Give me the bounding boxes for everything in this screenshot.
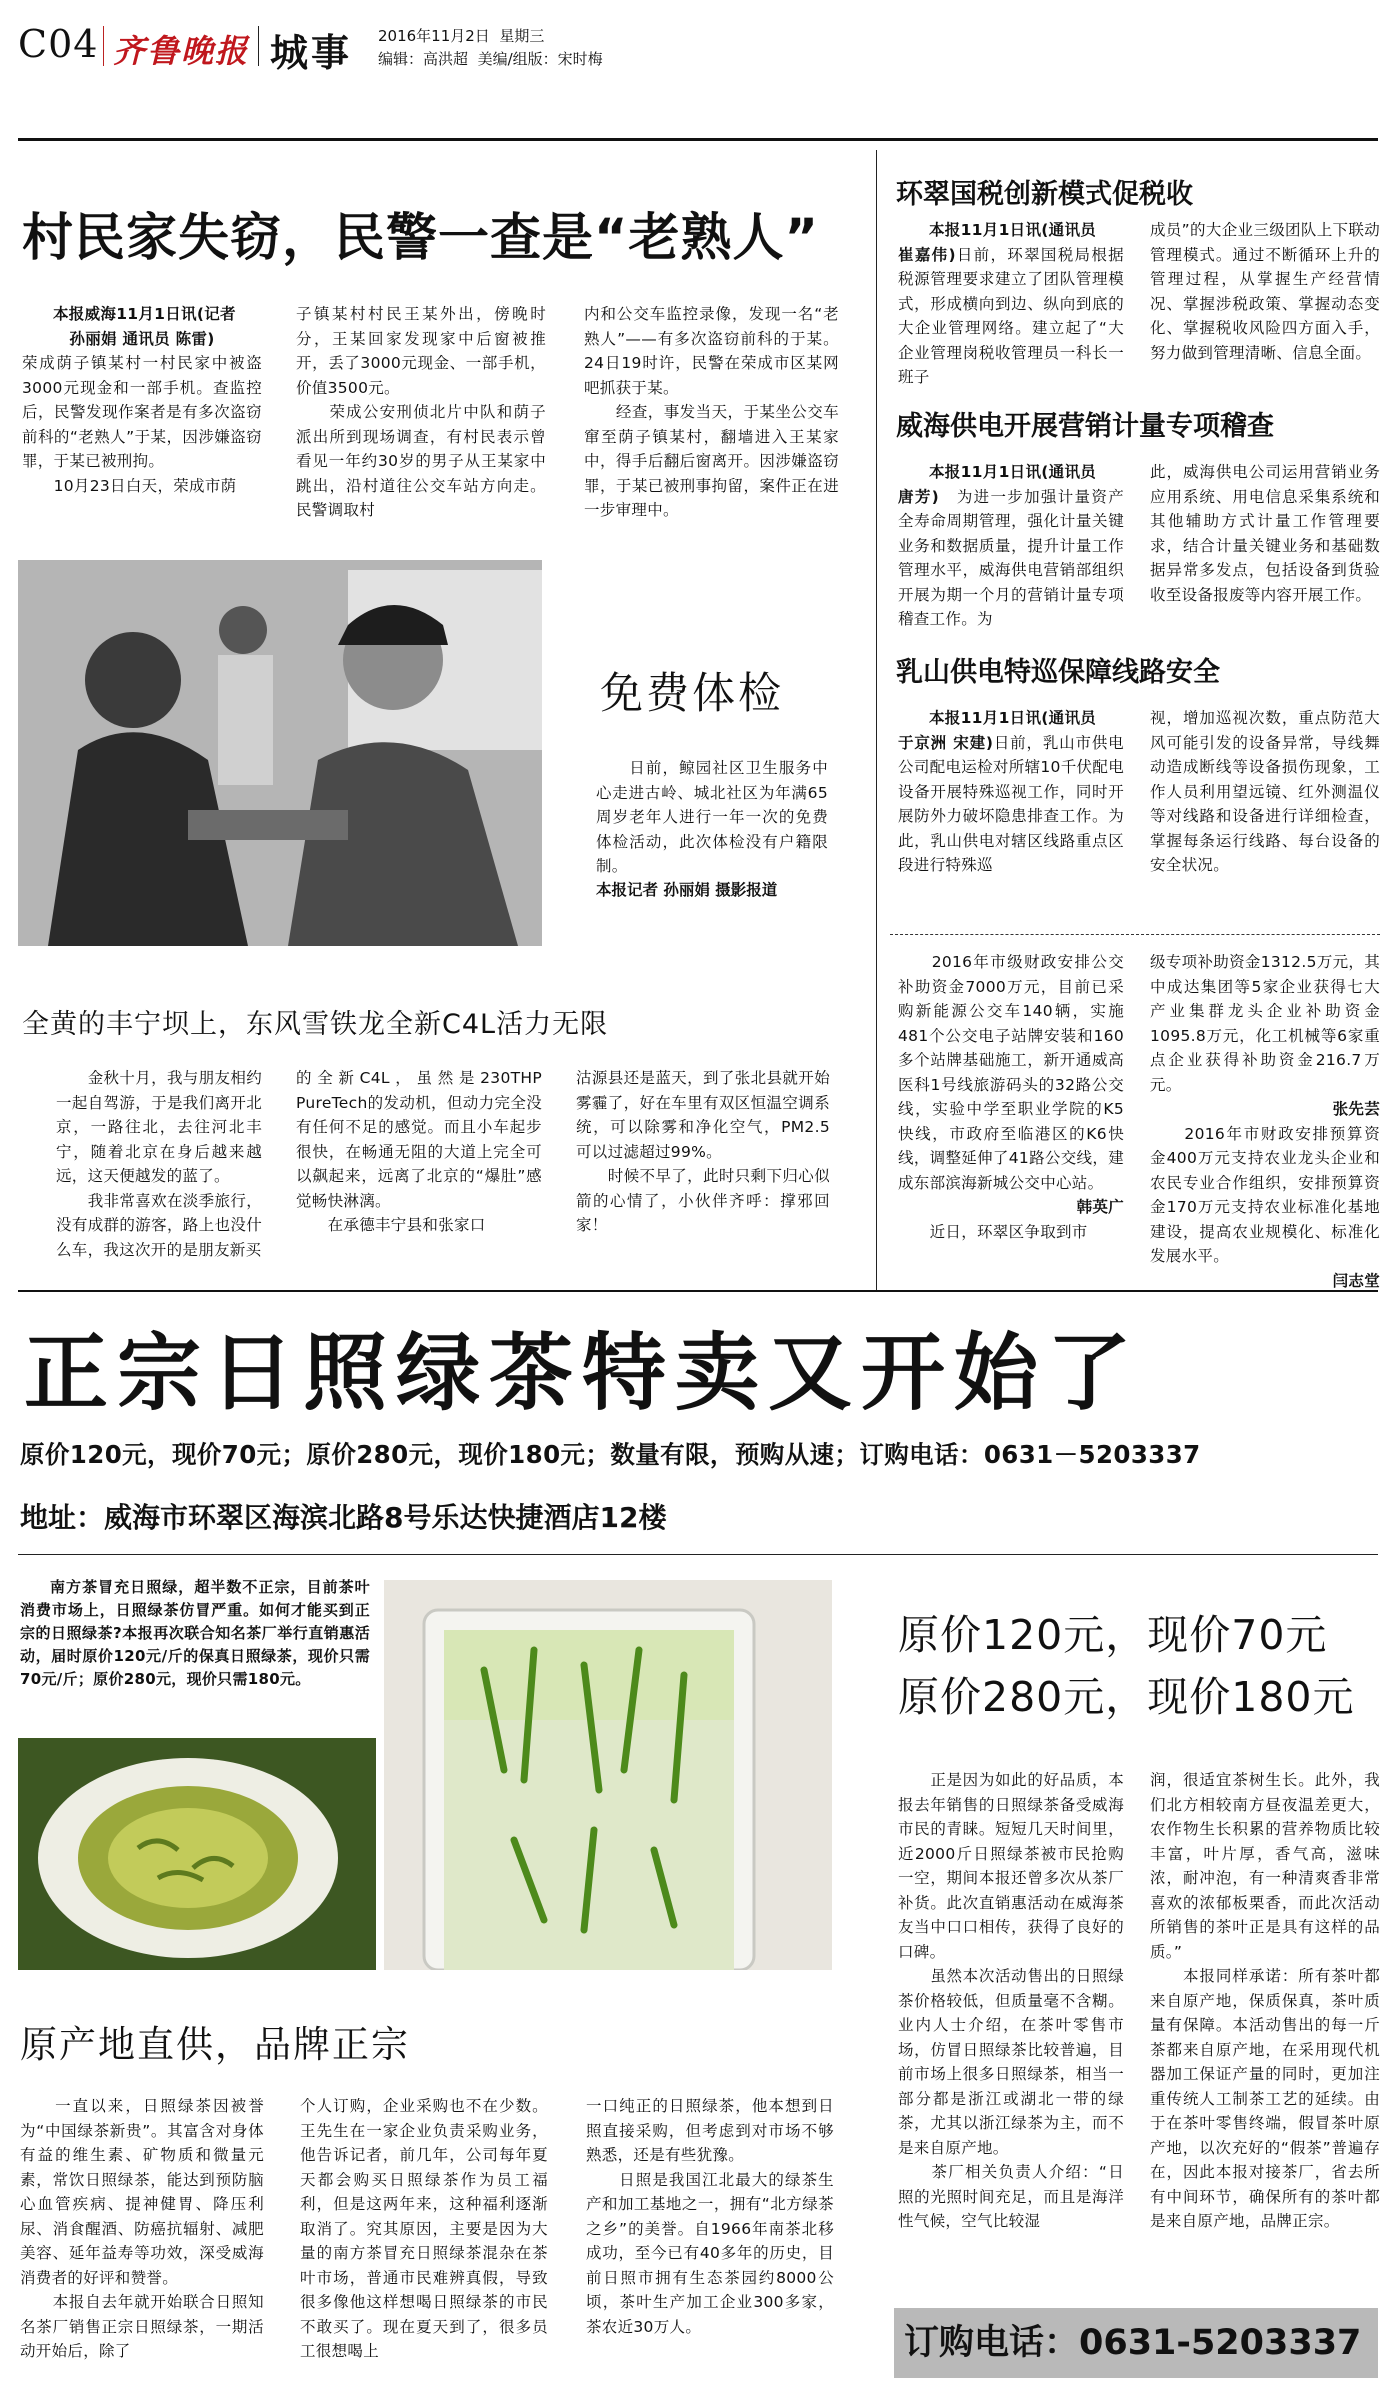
article-column: [898, 706, 1124, 878]
byline: 孙丽娟 通讯员 陈雷): [69, 329, 215, 348]
article-column: [1150, 950, 1380, 1293]
health-check-photo: [18, 560, 542, 946]
dateline: 本报11月1日讯(通讯员: [929, 709, 1097, 727]
dateline: 本报11月1日讯(通讯员: [929, 221, 1097, 239]
tea-cup-photo: [18, 1738, 376, 1970]
masthead-divider: [103, 26, 104, 66]
ad-article-column: 一口纯正的日照绿茶，他本想到日照直接采购，但考虑到对市场不够熟悉，还是有些犹豫。 日照是我国江北最大的绿茶生产和加工基地之一，拥有“北方绿茶之乡”的美誉。自1966年南茶北移成功，至今已有40多年的历史，目前日照市拥有生态茶园约8000公顷，茶叶生产加工企业300多家，茶农近30万人。: [586, 2097, 834, 2336]
brief-signature: 张先芸: [1332, 1100, 1380, 1118]
article-headline: 乳山供电特巡保障线路安全: [896, 657, 1220, 688]
article-headline: 全黄的丰宁坝上，东风雪铁龙全新C4L活力无限: [22, 1009, 609, 1040]
article-text: 为进一步加强计量资产全寿命周期管理，强化计量关键业务和数据质量，提升计量工作管理水平，威海供电营销部组织开展为期一个月的营销计量专项稽查工作。为: [898, 487, 1124, 628]
article-text: 日前，乳山市供电公司配电运检对所辖10千伏配电设备开展特殊巡视工作，同时开展防外力破坏隐患排查工作。为此，乳山供电对辖区线路重点区段进行特殊巡: [898, 733, 1124, 874]
ad-address-rule: [18, 1554, 1378, 1555]
article-headline: 威海供电开展营销计量专项稽查: [896, 411, 1274, 442]
brief-signature: 闫志堂: [1332, 1271, 1380, 1290]
ad-article-column: 一直以来，日照绿茶因被誉为“中国绿茶新贵”。其富含对身体有益的维生素、矿物质和微量元素，常饮日照绿茶，能达到预防脑心血管疾病、提神健胃、降压利尿、消食醒酒、防癌抗辐射、减肥美容、延年益寿等功效，深受威海消费者的好评和赞誉。 本报自去年就开始联合日照知名茶厂销售正宗日照绿茶，一期活动开始后，除了: [20, 2097, 264, 2360]
ad-intro: 南方茶冒充日照绿，超半数不正宗，目前茶叶消费市场上，日照绿茶仿冒严重。如何才能买到正宗的日照绿茶?本报再次联合知名茶厂举行直销惠活动，届时原价120元/斤的保真日照绿茶，现价只需70元/斤；原价280元，现价只需180元。: [20, 1578, 370, 1688]
column-rule: [876, 150, 877, 1290]
editor-text: 编辑：高洪超: [378, 50, 469, 68]
masthead-rule: [18, 138, 1378, 141]
ad-subheadline: 原产地直供，品牌正宗: [20, 2023, 410, 2066]
design-text: 美编/组版：宋时梅: [477, 50, 603, 68]
ad-price-banner: 原价280元，现价180元: [898, 1673, 1355, 1721]
article-headline: 环翠国税创新模式促税收: [896, 179, 1193, 210]
ad-price-line: 原价120元，现价70元；原价280元，现价180元；数量有限，预购从速；订购电话：0631－5203337: [20, 1440, 1201, 1469]
tea-glass-photo: [384, 1580, 832, 1970]
ad-address: 地址：威海市环翠区海滨北路8号乐达快捷酒店12楼: [20, 1501, 667, 1534]
date-text: 2016年11月2日: [378, 27, 490, 45]
article-column: 沽源县还是蓝天，到了张北县就开始雾霾了，好在车里有双区恒温空调系统，可以除雾和净化空气，PM2.5可以过滤超过99%。 时候不早了，此时只剩下归心似箭的心情了，小伙伴齐呼：撑邪回家！: [576, 1069, 830, 1234]
ad-top-rule: [18, 1290, 1378, 1292]
issue-date: [378, 25, 544, 46]
ad-article-column: 润，很适宜茶树生长。此外，我们北方相较南方昼夜温差更大，农作物生长积累的营养物质比较丰富，叶片厚，香气高，滋味浓，耐冲泡，有一种清爽香非常喜欢的浓郁板栗香，而此次活动所销售的茶叶正是具有这样的品质。” 本报同样承诺：所有茶叶都来自原产地，保质保真，茶叶质量有保障。本活动售出的每一斤茶都来自原产地，在采用现代机器加工保证产量的同时，更加注重传统人工制茶工艺的延续。由于在茶叶零售终端，假冒茶叶原产地，以次充好的“假茶”普遍存在，因此本报对接茶厂，省去所有中间环节，确保所有的茶叶都是来自原产地，品牌正宗。: [1150, 1771, 1380, 2230]
dateline: 本报11月1日讯(通讯员: [929, 463, 1097, 481]
brief-signature: 韩英广: [1076, 1198, 1124, 1216]
byline: 于京洲 宋建): [898, 733, 994, 752]
article-column: 视，增加巡视次数，重点防范大风可能引发的设备异常，导线舞动造成断线等设备损伤现象，工作人员利用望远镜、红外测温仪等对线路和设备进行详细检查，掌握每条运行线路、每台设备的安全状况。: [1150, 709, 1380, 874]
article-text: 2016年市财政安排预算资金400万元支持农业龙头企业和农民专业合作组织，安排预算资金170万元支持农业标准化基地建设，提高农业规模化、标准化发展水平。: [1150, 1124, 1380, 1265]
article-text: 2016年市级财政安排公交补助资金7000万元，目前已采购新能源公交车140辆，实施481个公交电子站牌安装和160多个站牌基础施工，新开通威高医科1号线旅游码头的32路公交线，实验中学至职业学院的K5快线，市政府至临港区的K6快线，调整延伸了41路公交线，建成东部滨海新城公交中心站。: [898, 953, 1124, 1192]
photo-caption: 日前，鲸园社区卫生服务中心走进古岭、城北社区为年满65周岁老年人进行一年一次的免费体检活动，此次体检没有户籍限制。: [596, 759, 828, 875]
byline: 崔嘉伟): [898, 245, 956, 264]
section-rule: [890, 934, 1380, 935]
article-text: 近日，环翠区争取到市: [898, 1222, 1088, 1241]
ad-headline: 正宗日照绿茶特卖又开始了: [24, 1324, 1141, 1422]
photo-credit: 本报记者 孙丽娟 摄影报道: [596, 881, 778, 899]
order-phone-bar: 订购电话：0631-5203337: [894, 2308, 1378, 2378]
photo-illustration: [18, 560, 542, 946]
weekday-text: 星期三: [499, 27, 545, 45]
article-column: 金秋十月，我与朋友相约一起自驾游，于是我们离开北京，一路往北，去往河北丰宁，随着北京在身后越来越远，这天便越发的蓝了。 我非常喜欢在淡季旅行，没有成群的游客，路上也没什么车，我这次开的是朋友新买: [56, 1069, 262, 1259]
article-column: [898, 460, 1124, 632]
article-column: 成员”的大企业三级团队上下联动管理模式。通过不断循环上升的管理过程，从掌握生产经营情况、掌握涉税政策、掌握动态变化、掌握税收风险四方面入手，努力做到管理清晰、信息全面。: [1150, 221, 1380, 362]
ad-article-column: 正是因为如此的好品质，本报去年销售的日照绿茶备受威海市民的青睐。短短几天时间里，近2000斤日照绿茶被市民抢购一空，期间本报还曾多次从茶厂补货。此次直销惠活动在威海茶友当中口口相传，获得了良好的口碑。 虽然本次活动售出的日照绿茶价格较低，但质量毫不含糊。业内人士介绍，在茶叶零售市场，仿冒日照绿茶比较普遍，目前市场上很多日照绿茶，相当一部分都是浙江或湖北一带的绿茶，尤其以浙江绿茶为主，而不是来自原产地。 茶厂相关负责人介绍：“日照的光照时间充足，而且是海洋性气候，空气比较湿: [898, 1771, 1124, 2230]
article-column: [898, 218, 1124, 390]
article-column: [898, 950, 1124, 1244]
article-column: 子镇某村村民王某外出，傍晚时分，王某回家发现家中后窗被推开，丢了3000元现金、一部手机，价值3500元。 荣成公安刑侦北片中队和荫子派出所到现场调查，有村民表示曾看见一年约30岁的男子从王某家中跳出，沿村道往公交车站方向走。民警调取村: [296, 305, 546, 519]
article-column: 此，威海供电公司运用营销业务应用系统、用电信息采集系统和其他辅助方式计量工作管理要求，结合计量关键业务和基础数据异常多发点，包括设备到货验收至设备报废等内容开展工作。: [1150, 463, 1380, 604]
section-name: 城事: [270, 31, 353, 75]
editor-info: [378, 48, 603, 69]
article-text: 日前，环翠国税局根据税源管理要求建立了团队管理模式，形成横向到边、纵向到底的大企业管理网络。建立起了“大企业管理岗税收管理员一科长一班子: [898, 245, 1124, 386]
article-column: 内和公交车监控录像，发现一名“老熟人”——有多次盗窃前科的于某。24日19时许，民警在荣成市区某网吧抓获于某。 经查，事发当天，于某坐公交车窜至荫子镇某村，翻墙进入王某家中，得手后翻后窗离开。因涉嫌盗窃罪，于某已被刑事拘留，案件正在进一步审理中。: [584, 305, 839, 519]
article-text: 级专项补助资金1312.5万元，其中成达集团等5家企业获得七大产业集群龙头企业补助资金1095.8万元，化工机械等6家重点企业获得补助资金216.7万元。: [1150, 953, 1380, 1094]
ad-price-banner: 原价120元，现价70元: [898, 1611, 1328, 1659]
dateline: 本报威海11月1日讯(记者: [53, 305, 236, 323]
article-column: 的全新C4L，虽然是230THP PureTech的发动机，但动力完全没有任何不足的感觉。而且小车起步很快，在畅通无阻的大道上完全可以飙起来，远离了北京的“爆肚”感觉畅快淋漓。 在承德丰宁县和张家口: [296, 1069, 542, 1234]
ad-article-column: 个人订购，企业采购也不在少数。王先生在一家企业负责采购业务，他告诉记者，前几年，公司每年夏天都会购买日照绿茶作为员工福利，但是这两年来，这种福利逐渐取消了。究其原因，主要是因为大量的南方茶冒充日照绿茶混杂在茶叶市场，普通市民难辨真假，导致很多像他这样想喝日照绿茶的市民不敢买了。现在夏天到了，很多员工很想喝上: [300, 2097, 548, 2360]
photo-illustration: [384, 1580, 832, 1970]
page-number: C04: [18, 22, 99, 66]
photo-headline: 免费体检: [600, 669, 784, 719]
photo-illustration: [18, 1738, 376, 1970]
article-column: [22, 302, 262, 498]
article-headline: 村民家失窃，民警一查是“老熟人”: [22, 209, 820, 268]
article-text: 荣成荫子镇某村一村民家中被盗3000元现金和一部手机。查监控后，民警发现作案者是有多次盗窃前科的“老熟人”于某，因涉嫌盗窃罪，于某已被刑拘。 10月23日白天，荣成市荫: [22, 354, 262, 495]
masthead-divider: [258, 26, 259, 66]
paper-logo: 齐鲁晚报: [113, 32, 250, 70]
byline: 唐芳): [898, 487, 940, 506]
